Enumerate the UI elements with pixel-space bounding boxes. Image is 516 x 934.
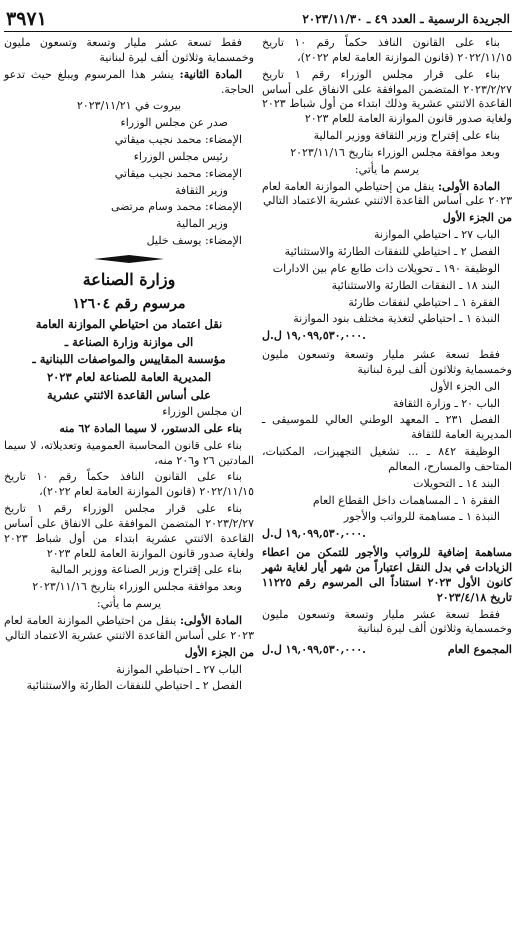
- page-header: [6, 8, 510, 30]
- ministry-heading: وزارة الصناعة: [82, 269, 176, 289]
- amount: ١٩,٠٩٩,٥٣٠,٠٠٠ ل.ل.: [262, 329, 366, 343]
- decree-title-line: المديرية العامة للصناعة لعام ٢٠٢٣: [46, 370, 212, 384]
- budget-line: الباب ٢٧ ـ احتياطي الموازنة: [373, 228, 500, 242]
- section-divider-ornament: [4, 255, 254, 263]
- decree-number: مرسوم رقم ١٢٦٠٤: [72, 295, 186, 312]
- right-column: [262, 36, 512, 874]
- decree-title-line: نقل اعتماد من احتياطي الموازنة العامة: [35, 317, 223, 332]
- signature: الإمضاء: محمد نجيب ميقاتي: [114, 133, 242, 147]
- signature: الإمضاء: محمد وسام مرتضى: [110, 200, 242, 214]
- budget-line: الفصل ٢٣١ ـ المعهد الوطني العالي للموسيقى ـ المديرية العامة للثقافة: [262, 413, 512, 442]
- left-column: [4, 36, 254, 874]
- signatory-title: وزير المالية: [176, 217, 228, 231]
- decree-date: بيروت في ٢٠٢٣/١١/٢١: [76, 99, 182, 113]
- constitution-reference: بناء على الدستور، لا سيما المادة ٦٢ منه: [59, 421, 242, 435]
- paragraph: بناء على قانون المحاسبة العمومية وتعديلاته، لا سيما المادتين ٢٦ و٢٠٦ منه،: [4, 438, 254, 467]
- budget-line: النبذة ١ ـ مساهمة للرواتب والأجور: [343, 510, 500, 524]
- article-two: [4, 68, 254, 98]
- budget-line: البند ١٤ ـ التحويلات: [413, 476, 500, 490]
- paragraph: وبعد موافقة مجلس الوزراء بتاريخ ٢٠٢٣/١١/١٦: [290, 145, 500, 159]
- decree-title-line: مؤسسة المقاييس والمواصفات اللبنانية ـ: [32, 352, 226, 367]
- section-heading: من الجزء الأول: [184, 645, 254, 659]
- article-one: [4, 614, 254, 644]
- header-rule: [4, 31, 512, 32]
- journal-issue-line: الجريدة الرسمية ـ العدد ٤٩ ـ ٢٠٢٣/١١/٣٠: [302, 12, 510, 26]
- paragraph: بناء على إقتراح وزير الثقافة ووزير المالية: [313, 129, 500, 143]
- budget-line: الوظيفة ١٩٠ ـ تحويلات ذات طابع عام بين الادارات: [272, 261, 500, 275]
- paragraph: بناء على إقتراح وزير الصناعة ووزير المالية: [50, 563, 242, 577]
- signatory-title: وزير الثقافة: [174, 183, 228, 197]
- budget-line: الباب ٢٧ ـ احتياطي الموازنة: [115, 662, 242, 676]
- budget-line: الفصل ٢ ـ احتياطي للنفقات الطارئة والاستثنائية: [26, 679, 242, 693]
- grand-total-value: ١٩,٠٩٩,٥٣٠,٠٠٠ ل.ل.: [262, 643, 366, 657]
- decree-title-line: الى موازنة وزارة الصناعة ـ: [64, 334, 194, 349]
- article-one: [262, 180, 512, 210]
- amount-in-words: فقط تسعة عشر مليار وتسعة وتسعون مليون وخمسماية وثلاثون ألف ليرة لبنانية: [4, 36, 254, 64]
- decree-formula: يرسم ما يأتي:: [354, 162, 420, 176]
- page-number: ٣٩٧١: [6, 8, 47, 30]
- issuer: صدر عن مجلس الوزراء: [120, 116, 228, 130]
- section-heading: من الجزء الأول: [442, 211, 512, 225]
- amount-in-words: فقط تسعة عشر مليار وتسعة وتسعون مليون وخمسماية وثلاثون ألف ليرة لبنانية: [262, 607, 512, 636]
- budget-line: النبذة ١ ـ احتياطي لتغذية مختلف بنود الموازنة: [293, 312, 500, 326]
- budget-line: الى الجزء الأول: [430, 379, 500, 393]
- article-label: المادة الثانية:: [179, 67, 243, 81]
- amount-in-words: فقط تسعة عشر مليار وتسعة وتسعون مليون وخمسماية وثلاثون ألف ليرة لبنانية: [262, 348, 512, 376]
- budget-line: الوظيفة ٨٤٢ ـ ... تشغيل التجهيزات، المكتبات، المتاحف والمسارح، المعالم: [262, 445, 512, 473]
- decree-formula: يرسم ما يأتي:: [96, 597, 162, 611]
- budget-line: الفصل ٢ ـ احتياطي للنفقات الطارئة والاستثنائية: [284, 244, 500, 258]
- paragraph: بناء على القانون النافذ حكماً رقم ١٠ تاريخ ٢٠٢٢/١١/١٥ (قانون الموازنة العامة لعام ٢٠٢٢)،: [262, 36, 512, 64]
- paragraph: بناء على قرار مجلس الوزراء رقم ١ تاريخ ٢٠٢٣/٢/٢٧ المتضمن الموافقة على الانفاق على أساس القاعدة الاثنتي عشرية وذلك ابتداء من أول شباط ٢٠٢٣ ولغاية صدور قانون الموازنة العامة للعام ٢٠٢٣: [262, 67, 512, 126]
- article-text: ينقل من إحتياطي الموازنة العامة لعام ٢٠٢٣ على أساس القاعدة الاثنتي عشرية الاعتماد التالي: [262, 179, 512, 208]
- grand-total-label: المجموع العام: [447, 643, 512, 657]
- grand-total-row: [262, 643, 512, 658]
- amount: ١٩,٠٩٩,٥٣٠,٠٠٠ ل.ل.: [262, 527, 366, 541]
- article-text: ينشر هذا المرسوم ويبلغ حيث تدعو الحاجة.: [4, 67, 254, 96]
- signature: الإمضاء: محمد نجيب ميقاتي: [114, 166, 242, 180]
- contribution-note: مساهمة إضافية للرواتب والأجور للتمكن من اعطاء الزيادات في بدل النقل اعتباراً من شهر أيار لغاية شهر كانون الأول ٢٠٢٣ استناداً الى المرسوم رقم ١١٢٢٥ تاريخ ٢٠٢٣/٤/١٨: [262, 546, 512, 604]
- budget-line: الفقرة ١ ـ المساهمات داخل القطاع العام: [312, 493, 500, 507]
- paragraph: بناء على قرار مجلس الوزراء رقم ١ تاريخ ٢٠٢٣/٢/٢٧ المتضمن الموافقة على الانفاق على أساس القاعدة الاثنتي عشرية ابتداء من أول شباط ٢٠٢٣ ولغاية صدور قانون الموازنة العامة للعام ٢٠٢٣: [4, 502, 254, 560]
- preamble: ان مجلس الوزراء: [162, 405, 242, 419]
- paragraph: وبعد موافقة مجلس الوزراء بتاريخ ٢٠٢٣/١١/١٦: [32, 580, 242, 594]
- signatory-title: رئيس مجلس الوزراء: [133, 149, 228, 163]
- budget-line: البند ١٨ ـ النفقات الطارئة والاستثنائية: [331, 278, 500, 292]
- article-label: المادة الأولى:: [437, 179, 501, 193]
- article-text: ينقل من احتياطي الموازنة العامة لعام ٢٠٢٣ على أساس القاعدة الاثنتي عشرية الاعتماد التالي: [4, 614, 254, 642]
- paragraph: بناء على القانون النافذ حكماً رقم ١٠ تاريخ ٢٠٢٢/١١/١٥ (قانون الموازنة العامة لعام ٢٠٢٢)،: [4, 470, 254, 499]
- budget-line: الباب ٢٠ ـ وزارة الثقافة: [392, 396, 500, 410]
- budget-line: الفقرة ١ ـ احتياطي لنفقات طارئة: [348, 295, 500, 309]
- decree-title-line: على أساس القاعدة الاثنتي عشرية: [47, 387, 211, 402]
- signature: الإمضاء: يوسف خليل: [146, 234, 242, 248]
- article-label: المادة الأولى:: [179, 614, 243, 627]
